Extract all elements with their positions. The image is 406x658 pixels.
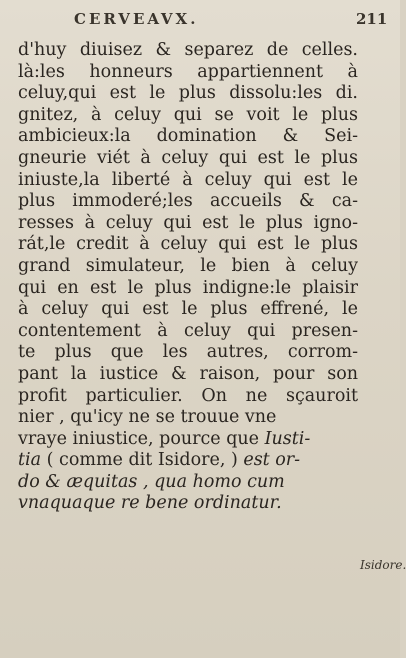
text-line: pant la iustice & raison, pour son [18, 363, 358, 384]
text-line: ambicieux:la domination & Sei- [18, 126, 358, 147]
text-line [18, 450, 358, 472]
text-line: qui en est le plus indigne:le plaisir [18, 277, 358, 298]
text-line: nier , qu'icy ne se trouue vne [18, 407, 277, 428]
text-line [18, 429, 358, 451]
page-header [0, 10, 400, 34]
text-line: gneurie viét à celuy qui est le plus [18, 147, 358, 168]
text-line: à celuy qui est le plus effrené, le [18, 299, 358, 320]
text-line: d'huy diuisez & separez de celles. [18, 40, 358, 60]
page-number: 211 [356, 10, 388, 28]
text-line: resses à celuy qui est le plus igno- [18, 212, 358, 233]
text-line: profit particulier. On ne sçauroit [18, 385, 358, 406]
body-text [18, 40, 358, 515]
text-roman: vraye iniustice, pource que [18, 428, 265, 449]
text-line: gnitez, à celuy qui se voit le plus [18, 104, 358, 125]
text-line: iniuste,la liberté à celuy qui est le [18, 169, 358, 190]
text-line: rát,le credit à celuy qui est le plus [18, 234, 358, 255]
margin-note: Isidore. [360, 558, 406, 572]
text-italic: est or- [243, 450, 301, 471]
text-line: te plus que les autres, corrom- [18, 342, 358, 363]
text-line: contentement à celuy qui presen- [18, 320, 358, 341]
text-italic: tia [18, 450, 42, 471]
text-line: celuy,qui est le plus dissolu:les di. [18, 83, 358, 104]
text-line: plus immoderé;les accueils & ca- [18, 191, 358, 212]
text-line: grand simulateur, le bien à celuy [18, 255, 358, 276]
text-line-italic: do & æquitas , qua homo cum [18, 471, 285, 492]
text-line: là:les honneurs appartiennent à [18, 61, 358, 82]
text-roman: ( comme dit Isidore, ) [41, 450, 244, 471]
text-line-italic: vnaquaque re bene ordinatur. [18, 493, 282, 514]
running-head: CERVEAVX. [74, 10, 199, 28]
text-italic: Iusti- [264, 428, 311, 449]
